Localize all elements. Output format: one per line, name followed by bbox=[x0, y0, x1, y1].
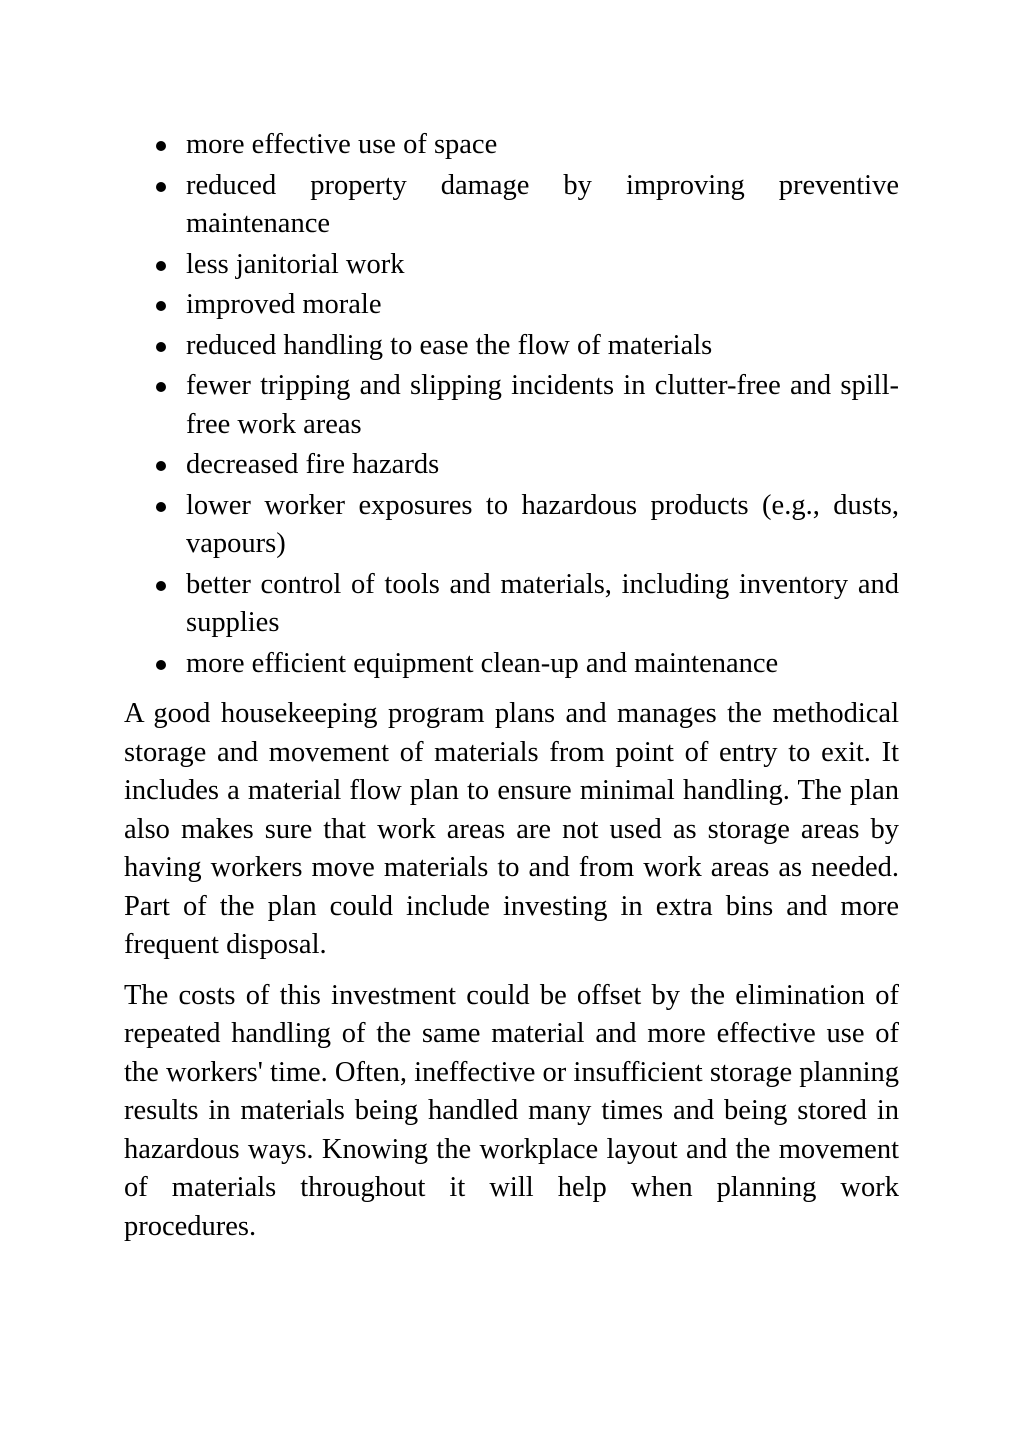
benefits-list bbox=[124, 126, 899, 683]
list-item bbox=[124, 645, 899, 684]
bullet-icon bbox=[156, 581, 166, 591]
list-item bbox=[124, 367, 899, 444]
paragraph-housekeeping-program: A good housekeeping program plans and manages the methodical storage and movement of materials from point of entry to exit. It includes a material flow plan to ensure minimal handling. The plan also makes sure that work areas are not used as storage areas by having workers move materials to and from work areas as needed. Part of the plan could include investing in extra bins and more frequent disposal. bbox=[124, 698, 899, 960]
list-item-text: better control of tools and materials, including inventory and supplies bbox=[186, 568, 899, 638]
bullet-icon bbox=[156, 382, 166, 392]
list-item-text: reduced handling to ease the flow of materials bbox=[186, 329, 713, 361]
list-item-text: more efficient equipment clean-up and maintenance bbox=[186, 647, 779, 679]
bullet-icon bbox=[156, 261, 166, 271]
list-item-text: fewer tripping and slipping incidents in clutter-free and spill-free work areas bbox=[186, 370, 899, 440]
list-item-text: lower worker exposures to hazardous products (e.g., dusts, vapours) bbox=[186, 489, 899, 559]
list-item-text: decreased fire hazards bbox=[186, 449, 440, 480]
list-item bbox=[124, 286, 899, 325]
list-item bbox=[124, 487, 899, 564]
list-item-text: more effective use of space bbox=[186, 129, 498, 160]
bullet-icon bbox=[156, 660, 166, 670]
list-item bbox=[124, 327, 899, 366]
list-item bbox=[124, 167, 899, 244]
paragraph-investment-costs: The costs of this investment could be offset by the elimination of repeated handling of the same material and more effective use of the workers' time. Often, ineffective or insufficient storage planning results in materials being handled many times and being stored in hazardous ways. Knowing the workplace layout and the movement of materials throughout it will help when planning work procedures. bbox=[124, 979, 899, 1242]
document-page bbox=[124, 126, 899, 1246]
list-item bbox=[124, 566, 899, 643]
bullet-icon bbox=[156, 342, 166, 352]
list-item bbox=[124, 246, 899, 285]
list-item-text: less janitorial work bbox=[186, 248, 405, 280]
bullet-icon bbox=[156, 141, 166, 151]
list-item bbox=[124, 126, 899, 165]
list-item-text: improved morale bbox=[186, 289, 382, 320]
bullet-icon bbox=[156, 461, 166, 471]
bullet-icon bbox=[156, 301, 166, 311]
bullet-icon bbox=[156, 502, 166, 512]
list-item bbox=[124, 446, 899, 485]
list-item-text: reduced property damage by improving preventive maintenance bbox=[186, 169, 899, 239]
bullet-icon bbox=[156, 182, 166, 192]
